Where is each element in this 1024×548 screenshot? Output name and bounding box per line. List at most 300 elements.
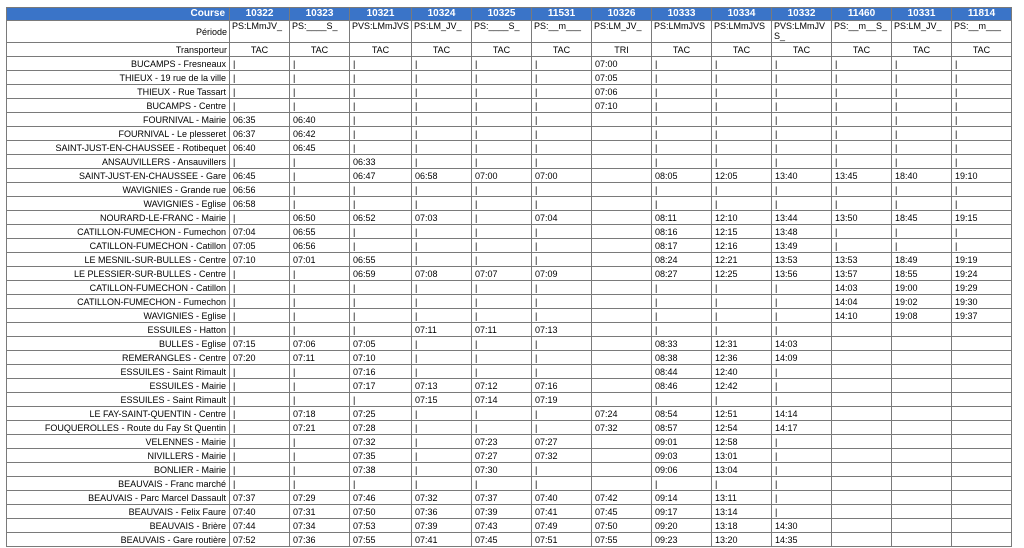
periode-code: PVS:LMmJV S_ xyxy=(772,21,832,43)
departure-time: 07:18 xyxy=(290,407,350,421)
departure-time: 07:09 xyxy=(532,267,592,281)
table-row xyxy=(7,85,1012,99)
departure-time xyxy=(892,491,952,505)
departure-time: 06:45 xyxy=(290,141,350,155)
carrier-code: TAC xyxy=(230,43,290,57)
table-row xyxy=(7,127,1012,141)
departure-time xyxy=(592,351,652,365)
departure-time xyxy=(592,155,652,169)
table-row xyxy=(7,113,1012,127)
departure-time: 12:54 xyxy=(712,421,772,435)
departure-time: | xyxy=(532,365,592,379)
departure-time: 07:27 xyxy=(532,435,592,449)
departure-time: | xyxy=(952,57,1012,71)
stop-name: FOURNIVAL - Mairie xyxy=(7,113,230,127)
departure-time: 07:20 xyxy=(230,351,290,365)
departure-time: | xyxy=(652,85,712,99)
departure-time: | xyxy=(350,57,412,71)
stop-name: SAINT-JUST-EN-CHAUSSEE - Rotibequet xyxy=(7,141,230,155)
departure-time: | xyxy=(350,113,412,127)
departure-time: | xyxy=(412,449,472,463)
departure-time: 13:50 xyxy=(832,211,892,225)
departure-time xyxy=(592,127,652,141)
departure-time: | xyxy=(832,57,892,71)
departure-time xyxy=(892,351,952,365)
departure-time: 06:37 xyxy=(230,127,290,141)
departure-time: 19:37 xyxy=(952,309,1012,323)
departure-time: | xyxy=(712,99,772,113)
departure-time xyxy=(892,379,952,393)
departure-time xyxy=(592,477,652,491)
course-number: 10332 xyxy=(772,8,832,21)
departure-time: | xyxy=(472,71,532,85)
departure-time xyxy=(592,295,652,309)
departure-time: 19:00 xyxy=(892,281,952,295)
stop-name: BEAUVAIS - Parc Marcel Dassault xyxy=(7,491,230,505)
departure-time: 07:01 xyxy=(290,253,350,267)
course-label: Course xyxy=(7,8,230,21)
table-row xyxy=(7,197,1012,211)
departure-time: 07:06 xyxy=(290,337,350,351)
departure-time: | xyxy=(230,477,290,491)
departure-time xyxy=(592,379,652,393)
departure-time xyxy=(592,365,652,379)
table-row xyxy=(7,141,1012,155)
departure-time: | xyxy=(412,281,472,295)
departure-time: | xyxy=(472,155,532,169)
departure-time: 06:58 xyxy=(230,197,290,211)
departure-time: | xyxy=(772,379,832,393)
departure-time: | xyxy=(952,183,1012,197)
departure-time: | xyxy=(412,435,472,449)
course-number: 10322 xyxy=(230,8,290,21)
departure-time: | xyxy=(230,323,290,337)
stop-name: CATILLON-FUMECHON - Fumechon xyxy=(7,225,230,239)
departure-time: | xyxy=(412,127,472,141)
course-header-row xyxy=(7,8,1012,21)
departure-time: | xyxy=(472,57,532,71)
departure-time: 09:03 xyxy=(652,449,712,463)
departure-time: 13:04 xyxy=(712,463,772,477)
departure-time: | xyxy=(230,295,290,309)
departure-time: 07:39 xyxy=(412,519,472,533)
departure-time: 08:24 xyxy=(652,253,712,267)
stop-name: BEAUVAIS - Gare routière xyxy=(7,533,230,547)
departure-time xyxy=(592,267,652,281)
departure-time: | xyxy=(532,463,592,477)
departure-time xyxy=(592,449,652,463)
carrier-code: TAC xyxy=(412,43,472,57)
departure-time: | xyxy=(230,155,290,169)
departure-time xyxy=(892,519,952,533)
departure-time xyxy=(832,393,892,407)
departure-time xyxy=(952,463,1012,477)
departure-time: 13:11 xyxy=(712,491,772,505)
departure-time xyxy=(592,225,652,239)
course-number: 10326 xyxy=(592,8,652,21)
departure-time: | xyxy=(532,351,592,365)
departure-time: 12:21 xyxy=(712,253,772,267)
departure-time xyxy=(952,505,1012,519)
departure-time: 18:49 xyxy=(892,253,952,267)
departure-time xyxy=(832,379,892,393)
departure-time: | xyxy=(472,253,532,267)
departure-time: | xyxy=(412,155,472,169)
carrier-code: TAC xyxy=(772,43,832,57)
departure-time: | xyxy=(652,183,712,197)
departure-time: | xyxy=(230,407,290,421)
departure-time: | xyxy=(892,239,952,253)
departure-time: 07:19 xyxy=(532,393,592,407)
stop-name: WAVIGNIES - Eglise xyxy=(7,197,230,211)
periode-code: PS:____S_ xyxy=(472,21,532,43)
departure-time xyxy=(952,519,1012,533)
departure-time: | xyxy=(772,323,832,337)
departure-time: 13:14 xyxy=(712,505,772,519)
departure-time: | xyxy=(712,477,772,491)
departure-time: | xyxy=(832,85,892,99)
departure-time: | xyxy=(472,309,532,323)
bus-timetable xyxy=(6,7,1012,547)
carrier-code: TAC xyxy=(472,43,532,57)
departure-time: 07:36 xyxy=(412,505,472,519)
departure-time: | xyxy=(712,197,772,211)
departure-time: 13:45 xyxy=(832,169,892,183)
departure-time: | xyxy=(472,365,532,379)
departure-time: | xyxy=(772,71,832,85)
departure-time: | xyxy=(532,85,592,99)
departure-time xyxy=(592,309,652,323)
departure-time: | xyxy=(532,239,592,253)
departure-time: | xyxy=(952,113,1012,127)
departure-time: | xyxy=(772,85,832,99)
departure-time: 13:53 xyxy=(832,253,892,267)
departure-time: | xyxy=(952,155,1012,169)
departure-time: 18:45 xyxy=(892,211,952,225)
departure-time xyxy=(892,435,952,449)
departure-time: | xyxy=(892,141,952,155)
table-row xyxy=(7,253,1012,267)
departure-time: | xyxy=(892,155,952,169)
departure-time xyxy=(952,407,1012,421)
departure-time: 09:23 xyxy=(652,533,712,547)
departure-time: | xyxy=(290,155,350,169)
table-row xyxy=(7,57,1012,71)
departure-time: | xyxy=(472,99,532,113)
departure-time: 12:40 xyxy=(712,365,772,379)
departure-time: | xyxy=(230,57,290,71)
departure-time: 07:04 xyxy=(230,225,290,239)
departure-time: 07:28 xyxy=(350,421,412,435)
departure-time: 12:25 xyxy=(712,267,772,281)
departure-time: | xyxy=(712,113,772,127)
table-row xyxy=(7,463,1012,477)
timetable-container xyxy=(6,7,1012,547)
departure-time: | xyxy=(532,421,592,435)
departure-time: 07:21 xyxy=(290,421,350,435)
departure-time xyxy=(832,365,892,379)
departure-time: | xyxy=(772,141,832,155)
departure-time xyxy=(592,113,652,127)
departure-time: 06:59 xyxy=(350,267,412,281)
departure-time: | xyxy=(712,281,772,295)
table-row xyxy=(7,533,1012,547)
departure-time: 07:41 xyxy=(532,505,592,519)
departure-time: 07:32 xyxy=(592,421,652,435)
departure-time: | xyxy=(952,225,1012,239)
departure-time: | xyxy=(652,477,712,491)
departure-time: 06:42 xyxy=(290,127,350,141)
departure-time: 19:02 xyxy=(892,295,952,309)
departure-time xyxy=(952,449,1012,463)
departure-time: | xyxy=(230,393,290,407)
departure-time: 07:13 xyxy=(532,323,592,337)
departure-time: | xyxy=(772,393,832,407)
departure-time: | xyxy=(230,309,290,323)
departure-time: | xyxy=(772,365,832,379)
departure-time: | xyxy=(412,57,472,71)
departure-time: | xyxy=(652,71,712,85)
table-row xyxy=(7,519,1012,533)
carrier-code: TRI xyxy=(592,43,652,57)
departure-time: | xyxy=(892,197,952,211)
departure-time: | xyxy=(350,393,412,407)
departure-time xyxy=(892,407,952,421)
departure-time: 07:06 xyxy=(592,85,652,99)
table-row xyxy=(7,281,1012,295)
departure-time: | xyxy=(952,71,1012,85)
departure-time xyxy=(892,449,952,463)
departure-time: | xyxy=(350,99,412,113)
departure-time: 19:24 xyxy=(952,267,1012,281)
departure-time: 14:10 xyxy=(832,309,892,323)
departure-time: 13:44 xyxy=(772,211,832,225)
departure-time: 07:23 xyxy=(472,435,532,449)
departure-time: | xyxy=(712,127,772,141)
departure-time: | xyxy=(892,127,952,141)
periode-code: PS:LM_JV_ xyxy=(412,21,472,43)
departure-time xyxy=(952,379,1012,393)
stop-name: NIVILLERS - Mairie xyxy=(7,449,230,463)
departure-time: | xyxy=(290,197,350,211)
departure-time xyxy=(592,393,652,407)
stop-name: ESSUILES - Mairie xyxy=(7,379,230,393)
departure-time: | xyxy=(532,113,592,127)
table-row xyxy=(7,295,1012,309)
departure-time: | xyxy=(652,57,712,71)
departure-time: 12:05 xyxy=(712,169,772,183)
table-row xyxy=(7,477,1012,491)
departure-time: | xyxy=(952,141,1012,155)
departure-time: | xyxy=(532,141,592,155)
carrier-code: TAC xyxy=(652,43,712,57)
departure-time: | xyxy=(712,155,772,169)
departure-time: | xyxy=(472,281,532,295)
departure-time: 08:11 xyxy=(652,211,712,225)
departure-time: | xyxy=(472,113,532,127)
departure-time: | xyxy=(772,295,832,309)
departure-time: | xyxy=(230,281,290,295)
departure-time: | xyxy=(290,267,350,281)
departure-time: 19:30 xyxy=(952,295,1012,309)
departure-time: 07:25 xyxy=(350,407,412,421)
departure-time: | xyxy=(772,309,832,323)
departure-time: | xyxy=(652,323,712,337)
departure-time: | xyxy=(952,239,1012,253)
carrier-code: TAC xyxy=(892,43,952,57)
departure-time: | xyxy=(230,267,290,281)
table-row xyxy=(7,491,1012,505)
departure-time xyxy=(892,323,952,337)
departure-time: 07:00 xyxy=(592,57,652,71)
departure-time: | xyxy=(532,127,592,141)
departure-time: 12:10 xyxy=(712,211,772,225)
departure-time: | xyxy=(772,127,832,141)
departure-time: 06:56 xyxy=(290,239,350,253)
departure-time: 06:40 xyxy=(290,113,350,127)
departure-time: | xyxy=(350,141,412,155)
periode-code: PS:__m___ xyxy=(952,21,1012,43)
departure-time xyxy=(892,505,952,519)
course-number: 10334 xyxy=(712,8,772,21)
departure-time: | xyxy=(412,463,472,477)
departure-time xyxy=(952,323,1012,337)
departure-time: 06:47 xyxy=(350,169,412,183)
departure-time: 07:27 xyxy=(472,449,532,463)
departure-time: | xyxy=(712,71,772,85)
departure-time: 07:15 xyxy=(230,337,290,351)
table-row xyxy=(7,505,1012,519)
departure-time: 08:54 xyxy=(652,407,712,421)
departure-time: 08:44 xyxy=(652,365,712,379)
departure-time: | xyxy=(772,183,832,197)
departure-time: 13:57 xyxy=(832,267,892,281)
table-row xyxy=(7,211,1012,225)
departure-time: 07:00 xyxy=(532,169,592,183)
stop-name: ESSUILES - Saint Rimault xyxy=(7,393,230,407)
departure-time: 12:16 xyxy=(712,239,772,253)
table-row xyxy=(7,309,1012,323)
departure-time: 07:50 xyxy=(592,519,652,533)
departure-time xyxy=(832,505,892,519)
departure-time: | xyxy=(350,477,412,491)
departure-time: 07:10 xyxy=(350,351,412,365)
stop-name: BONLIER - Mairie xyxy=(7,463,230,477)
departure-time: 07:37 xyxy=(472,491,532,505)
departure-time: | xyxy=(772,113,832,127)
departure-time: | xyxy=(472,141,532,155)
departure-time: | xyxy=(412,337,472,351)
departure-time: | xyxy=(230,71,290,85)
departure-time: 07:34 xyxy=(290,519,350,533)
departure-time: | xyxy=(652,155,712,169)
stop-name: FOUQUEROLLES - Route du Fay St Quentin xyxy=(7,421,230,435)
departure-time xyxy=(952,351,1012,365)
departure-time: 08:17 xyxy=(652,239,712,253)
stop-name: CATILLON-FUMECHON - Catillon xyxy=(7,281,230,295)
departure-time: 07:40 xyxy=(532,491,592,505)
departure-time: 08:33 xyxy=(652,337,712,351)
table-row xyxy=(7,239,1012,253)
departure-time: | xyxy=(412,253,472,267)
departure-time: 07:38 xyxy=(350,463,412,477)
course-number: 10324 xyxy=(412,8,472,21)
departure-time: | xyxy=(832,239,892,253)
departure-time: 07:05 xyxy=(230,239,290,253)
table-row xyxy=(7,267,1012,281)
departure-time: | xyxy=(290,309,350,323)
departure-time: 07:32 xyxy=(532,449,592,463)
departure-time: | xyxy=(230,435,290,449)
departure-time: | xyxy=(472,239,532,253)
table-row xyxy=(7,393,1012,407)
departure-time: 07:05 xyxy=(350,337,412,351)
departure-time: | xyxy=(892,57,952,71)
departure-time xyxy=(592,281,652,295)
departure-time: | xyxy=(472,351,532,365)
table-row xyxy=(7,71,1012,85)
departure-time: 09:01 xyxy=(652,435,712,449)
transporteur-label: Transporteur xyxy=(7,43,230,57)
course-number: 11531 xyxy=(532,8,592,21)
departure-time: | xyxy=(712,183,772,197)
table-row xyxy=(7,407,1012,421)
departure-time xyxy=(592,197,652,211)
carrier-code: TAC xyxy=(712,43,772,57)
departure-time: | xyxy=(412,71,472,85)
departure-time: | xyxy=(350,309,412,323)
periode-code: PS:____S_ xyxy=(290,21,350,43)
departure-time: | xyxy=(652,113,712,127)
departure-time: 13:49 xyxy=(772,239,832,253)
departure-time: 07:05 xyxy=(592,71,652,85)
stop-name: SAINT-JUST-EN-CHAUSSEE - Gare xyxy=(7,169,230,183)
departure-time: 12:31 xyxy=(712,337,772,351)
carrier-row xyxy=(7,43,1012,57)
departure-time: | xyxy=(772,477,832,491)
departure-time xyxy=(832,421,892,435)
departure-time: | xyxy=(412,99,472,113)
stop-name: WAVIGNIES - Grande rue xyxy=(7,183,230,197)
departure-time: | xyxy=(952,85,1012,99)
departure-time: | xyxy=(652,99,712,113)
table-row xyxy=(7,449,1012,463)
periode-row xyxy=(7,21,1012,43)
departure-time: 13:40 xyxy=(772,169,832,183)
departure-time: | xyxy=(412,85,472,99)
departure-time xyxy=(892,337,952,351)
departure-time: 19:19 xyxy=(952,253,1012,267)
departure-time: 14:35 xyxy=(772,533,832,547)
departure-time: | xyxy=(290,169,350,183)
departure-time: | xyxy=(892,113,952,127)
departure-time: | xyxy=(472,295,532,309)
departure-time: 07:11 xyxy=(412,323,472,337)
departure-time: 07:30 xyxy=(472,463,532,477)
table-row xyxy=(7,379,1012,393)
departure-time xyxy=(952,477,1012,491)
departure-time: | xyxy=(350,197,412,211)
departure-time: 07:49 xyxy=(532,519,592,533)
stop-name: LE PLESSIER-SUR-BULLES - Centre xyxy=(7,267,230,281)
departure-time: 07:16 xyxy=(532,379,592,393)
table-row xyxy=(7,169,1012,183)
stop-name: VELENNES - Mairie xyxy=(7,435,230,449)
departure-time xyxy=(832,435,892,449)
departure-time: | xyxy=(412,365,472,379)
departure-time: | xyxy=(772,491,832,505)
departure-time: 07:12 xyxy=(472,379,532,393)
